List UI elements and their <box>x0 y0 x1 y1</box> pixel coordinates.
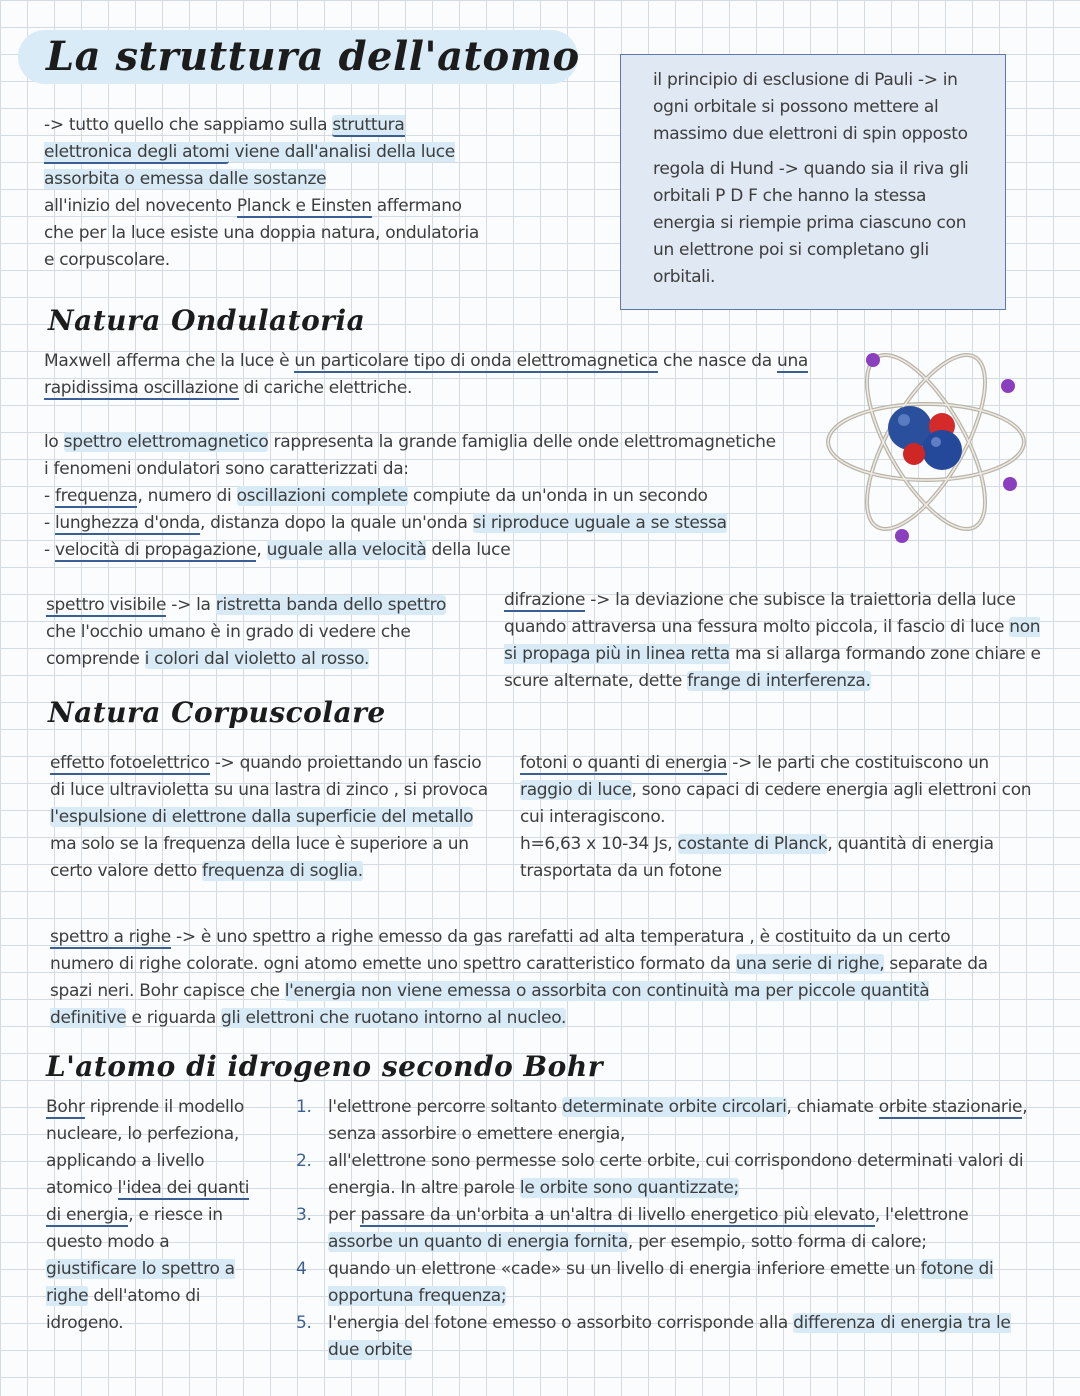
diffrazione <box>504 587 1044 695</box>
bohr-underlined: l'idea dei quanti di energia <box>46 1178 250 1225</box>
planck-einstein: Planck e Einsten <box>236 196 372 216</box>
pauli-principle: il principio di esclusione di Pauli -> in ogni orbitale si possono mettere al massimo due elettroni di spin opposto <box>653 70 968 144</box>
postulate-item <box>296 1094 1036 1148</box>
spettro-visibile <box>46 592 466 673</box>
righe-highlight: una serie di righe, <box>735 954 885 974</box>
maxwell-text-3: di cariche elettriche. <box>238 378 413 398</box>
fotoelettrico-highlight-2: frequenza di soglia. <box>202 861 363 881</box>
postulate-item <box>296 1202 1036 1256</box>
diffrazione-text-2: ma si allarga formando zone chiare e scure alternate, dette <box>504 644 1041 691</box>
postulate-number: 2. <box>296 1151 312 1171</box>
electron <box>1001 379 1015 393</box>
electron <box>1003 477 1017 491</box>
bohr-highlight: giustificare lo spettro a righe <box>46 1259 235 1306</box>
postulate-item <box>296 1148 1036 1202</box>
fotoelettrico-text-2: ma solo se la frequenza della luce è superiore a un certo valore detto <box>50 834 469 881</box>
maxwell-text-2: che nasce da <box>657 351 777 371</box>
intro-paragraph <box>44 112 484 274</box>
velocita-text: , <box>256 540 267 560</box>
postulate-underlined: orbite stazionarie <box>878 1097 1023 1117</box>
velocita-highlight: uguale alla velocità <box>266 540 427 560</box>
bohr-text-3: dell'atomo di idrogeno. <box>46 1286 201 1333</box>
intro-text-3: affermano che per la luce esiste una doppia natura, ondulatoria e corpuscolare. <box>44 196 480 270</box>
postulate-highlight: le orbite sono quantizzate; <box>519 1178 739 1198</box>
fotoelettrico-term: effetto fotoelettrico <box>50 753 210 773</box>
frequenza-text-2: compiute da un'onda in un secondo <box>407 486 708 506</box>
intro-highlight: viene dall'analisi della luce assorbita o emessa dalle sostanze <box>44 142 455 189</box>
neutron <box>922 430 962 470</box>
spettro-a-righe <box>50 924 1010 1032</box>
postulate-highlight: assorbe un quanto di energia fornita <box>328 1232 628 1252</box>
postulate-text: , l'elettrone <box>874 1205 969 1225</box>
postulate-highlight: differenza di energia tra le due orbite <box>328 1313 1011 1360</box>
spettro-text: lo <box>44 432 64 452</box>
heading-ondulatoria: Natura Ondulatoria <box>48 304 366 337</box>
postulate-highlight: determinate orbite circolari <box>562 1097 787 1117</box>
frequenza-highlight: oscillazioni complete <box>236 486 408 506</box>
planck-text: , quantità di energia trasportata da un fotone <box>520 834 994 881</box>
spettro-highlight: spettro elettromagnetico <box>63 432 269 452</box>
postulate-number: 1. <box>296 1097 312 1117</box>
bullet: - <box>44 486 55 506</box>
proton <box>903 443 925 465</box>
lunghezza-highlight: si riproduce uguale a se stessa <box>472 513 727 533</box>
postulate-number: 4 <box>296 1259 307 1279</box>
fenomeni-text: i fenomeni ondulatori sono caratterizzati da: <box>44 459 409 479</box>
righe-text: -> è uno spettro a righe emesso da gas rarefatti ad alta temperatura , è costituito da un certo numero di righe colorate. ogni atomo emette uno spettro caratteristico formato da <box>50 927 951 974</box>
visibile-term: spettro visibile <box>46 595 167 615</box>
righe-term: spettro a righe <box>50 927 171 947</box>
postulate-text: l'energia del fotone emesso o assorbito corrisponde alla <box>328 1313 794 1333</box>
righe-highlight-3: gli elettroni che ruotano intorno al nucleo. <box>221 1008 567 1028</box>
maxwell-underlined-2: una rapidissima oscillazione <box>44 351 809 398</box>
fotoni-text: -> le parti che costituiscono un <box>727 753 989 773</box>
maxwell-underlined: un particolare tipo di onda elettromagnetica <box>294 351 658 371</box>
postulate-text: all'elettrone sono permesse solo certe orbite, cui corrispondono determinati valori di energia. In altre parole <box>328 1151 1024 1198</box>
fotoni-text-2: , sono capaci di cedere energia agli elettroni con cui interagiscono. <box>520 780 1032 827</box>
postulate-item <box>296 1310 1036 1364</box>
postulate-text: , chiamate <box>786 1097 879 1117</box>
spettro-text-2: rappresenta la grande famiglia delle onde elettromagnetiche <box>268 432 776 452</box>
ondulatoria-text <box>44 348 814 564</box>
postulate-text: , senza assorbire o emettere energia, <box>328 1097 1028 1144</box>
bohr-text: riprende il modello nucleare, lo perfeziona, applicando a livello atomico <box>46 1097 244 1198</box>
fotoni <box>520 750 1040 885</box>
visibile-text-2: che l'occhio umano è in grado di vedere che comprende <box>46 622 411 669</box>
postulate-highlight: fotone di opportuna frequenza; <box>328 1259 994 1306</box>
postulate-text: per <box>328 1205 361 1225</box>
righe-text-2: separate da spazi neri. Bohr capisce che <box>50 954 988 1001</box>
page-title: La struttura dell'atomo <box>46 33 580 80</box>
diffrazione-text: -> la deviazione che subisce la traiettoria della luce quando attraversa una fessura molto piccola, il fascio di luce <box>504 590 1016 637</box>
effetto-fotoelettrico <box>50 750 498 885</box>
visibile-highlight-2: i colori dal violetto al rosso. <box>144 649 370 669</box>
heading-corpuscolare: Natura Corpuscolare <box>48 696 386 729</box>
lunghezza-term: lunghezza d'onda <box>54 513 200 533</box>
postulate-item <box>296 1256 1036 1310</box>
postulate-underlined: passare da un'orbita a un'altra di livello energetico più elevato <box>360 1205 875 1225</box>
intro-text: -> tutto quello che sappiamo sulla <box>44 115 333 135</box>
righe-text-3: e riguarda <box>126 1008 222 1028</box>
electron <box>895 529 909 543</box>
velocita-text-2: della luce <box>426 540 511 560</box>
pauli-hund-box <box>620 54 1006 310</box>
bohr-postulates <box>296 1094 1036 1364</box>
righe-highlight-2: l'energia non viene emessa o assorbita con continuità ma per piccole quantità definitive <box>50 981 930 1028</box>
frequenza-term: frequenza <box>54 486 138 506</box>
fotoelettrico-highlight: l'espulsione di elettrone dalla superficie del metallo <box>50 807 474 827</box>
postulate-text: , per esempio, sotto forma di calore; <box>627 1232 927 1252</box>
atom-illustration <box>818 336 1034 550</box>
intro-text-2: all'inizio del novecento <box>44 196 237 216</box>
planck-value: h=6,63 x 10-34 Js, <box>520 834 678 854</box>
bohr-text-2: , e riesce in questo modo a <box>46 1205 223 1252</box>
frequenza-text: , numero di <box>137 486 237 506</box>
postulate-number: 3. <box>296 1205 312 1225</box>
electron <box>866 353 880 367</box>
fotoni-highlight: raggio di luce <box>520 780 632 800</box>
postulate-text: quando un elettrone «cade» su un livello di energia inferiore emette un <box>328 1259 921 1279</box>
velocita-term: velocità di propagazione <box>54 540 257 560</box>
diffrazione-term: difrazione <box>504 590 586 610</box>
visibile-text: -> la <box>166 595 216 615</box>
planck-highlight: costante di Planck <box>677 834 828 854</box>
diffrazione-highlight: non si propaga più in linea retta <box>504 617 1041 664</box>
fotoelettrico-text: -> quando proiettando un fascio di luce ultravioletta su una lastra di zinco , si provoca <box>50 753 488 800</box>
postulate-number: 5. <box>296 1313 312 1333</box>
bullet: - <box>44 513 55 533</box>
bohr-intro <box>46 1094 260 1337</box>
bullet: - <box>44 540 55 560</box>
lunghezza-text: , distanza dopo la quale un'onda <box>199 513 473 533</box>
postulate-text: l'elettrone percorre soltanto <box>328 1097 563 1117</box>
diffrazione-highlight-2: frange di interferenza. <box>687 671 871 691</box>
maxwell-text: Maxwell afferma che la luce è <box>44 351 295 371</box>
hund-rule: regola di Hund -> quando sia il riva gli orbitali P D F che hanno la stessa energia si riempie prima ciascuno con un elettrone poi si completano gli orbitali. <box>653 159 969 287</box>
heading-bohr: L'atomo di idrogeno secondo Bohr <box>46 1050 603 1083</box>
bohr-term: Bohr <box>46 1097 85 1117</box>
intro-underlined: struttura elettronica degli atomi <box>44 115 405 162</box>
fotoni-term: fotoni o quanti di energia <box>520 753 728 773</box>
visibile-highlight: ristretta banda dello spettro <box>215 595 447 615</box>
